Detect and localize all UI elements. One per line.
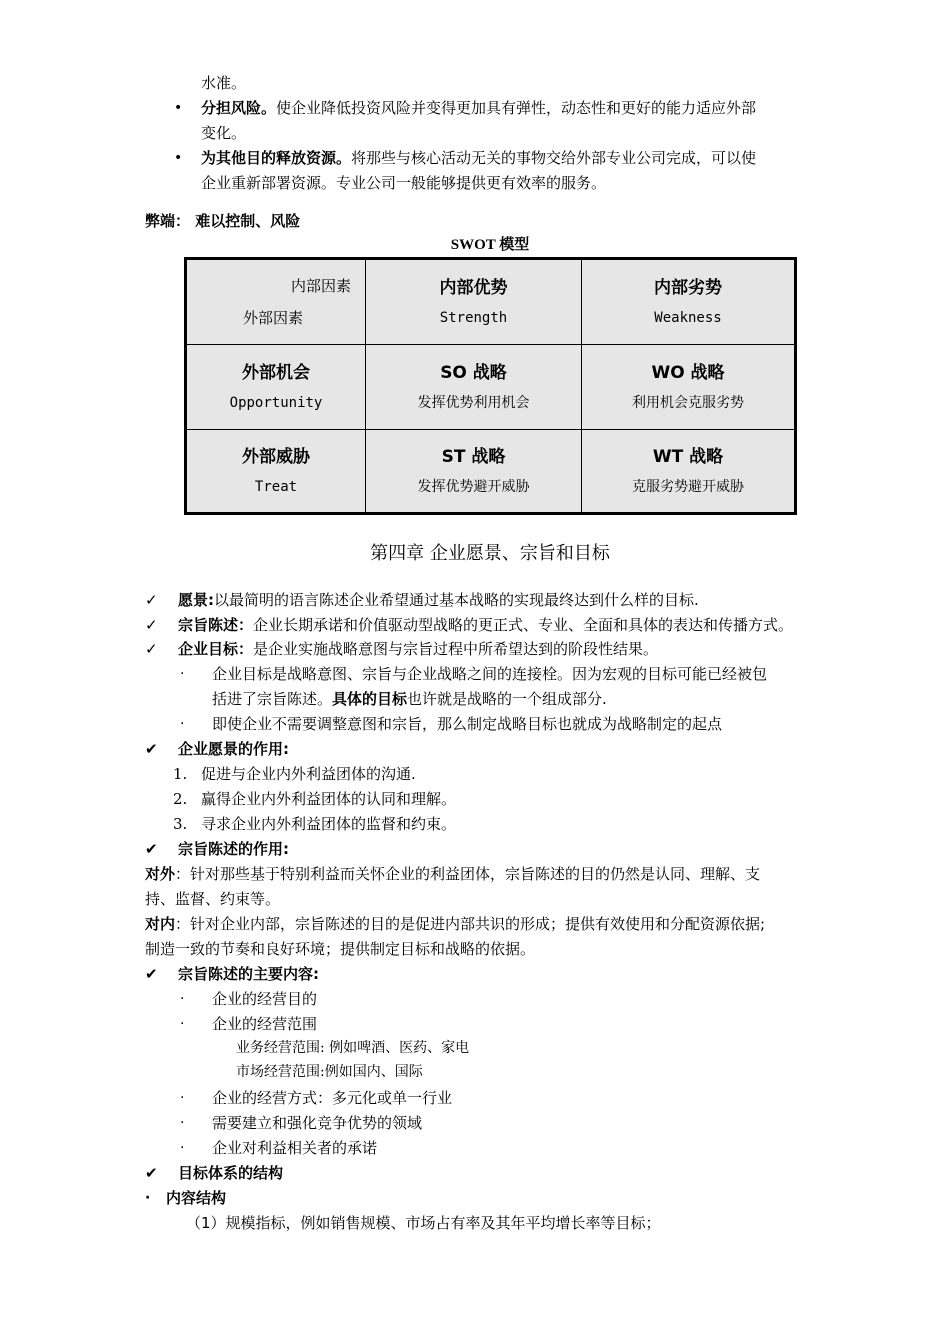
- goal-sub-line: 企业目标是战略意图、宗旨与企业战略之间的连接栓。因为宏观的目标可能已经被包: [212, 665, 768, 683]
- wt-title: WT 战略: [652, 446, 724, 467]
- list-item: 企业的经营目的: [212, 990, 318, 1008]
- bullet-dot: ·: [180, 1090, 185, 1106]
- swot-cell-wt: [582, 429, 796, 513]
- bullet-head: 为其他目的释放资源。: [201, 149, 352, 167]
- numbered-item: [173, 813, 456, 835]
- wo-text: 利用机会克服劣势: [632, 394, 744, 411]
- swot-corner-cell: [186, 259, 366, 345]
- st-title: ST 战略: [441, 446, 506, 467]
- section-heading: 宗旨陈述的作用:: [178, 840, 289, 858]
- corner-internal-label: 内部因素: [290, 277, 351, 296]
- swot-cell-wo: [582, 345, 796, 429]
- list-item: 企业的经营方式：多元化或单一行业: [212, 1089, 453, 1107]
- internal-text-cont: 制造一致的节奏和良好环境；提供制定目标和战略的依据。: [145, 940, 536, 958]
- swot-cell-st: [366, 429, 582, 513]
- checkmark-icon: ✓: [145, 591, 158, 609]
- list-item: 需要建立和强化竞争优势的领域: [212, 1114, 423, 1132]
- swot-header-threat: [186, 429, 366, 513]
- section-heading: 宗旨陈述的主要内容:: [178, 965, 319, 983]
- sub-list-item: 市场经营范围:例如国内、国际: [236, 1064, 423, 1080]
- item-text: 寻求企业内外利益团体的监督和约束。: [201, 815, 457, 833]
- definition-label: 宗旨陈述：: [178, 616, 254, 634]
- sub-list-item: 业务经营范围: 例如啤酒、医药、家电: [236, 1040, 470, 1056]
- item-text: 促进与企业内外利益团体的沟通.: [201, 765, 416, 783]
- swot-header-weakness: [582, 259, 796, 345]
- definition-text: 以最简明的语言陈述企业希望通过基本战略的实现最终达到什么样的目标.: [214, 591, 699, 609]
- definition-text: 是企业实施战略意图与宗旨过程中所希望达到的阶段性结果。: [253, 640, 659, 658]
- weakness-subtitle: Weakness: [654, 310, 722, 327]
- numbered-item: [173, 763, 416, 785]
- definition-text: 企业长期承诺和价值驱动型战略的更正式、专业、全面和具体的表达和传播方式。: [253, 616, 794, 634]
- bullet-dot: •: [174, 100, 183, 116]
- goal-sub-bold: 具体的目标: [332, 690, 408, 708]
- threat-title: 外部威胁: [242, 446, 310, 467]
- external-paragraph: [145, 863, 760, 885]
- threat-subtitle: Treat: [254, 478, 298, 495]
- strength-title: 内部优势: [439, 278, 508, 299]
- bullet-dot: •: [174, 150, 183, 166]
- checkmark-icon: ✔: [145, 740, 158, 758]
- definition-label: 企业目标：: [178, 640, 254, 658]
- bullet-dot: ·: [180, 1016, 185, 1032]
- strength-subtitle: Strength: [439, 310, 508, 327]
- swot-header-strength: [366, 259, 582, 345]
- bullet-item: [201, 147, 756, 169]
- opportunity-title: 外部机会: [242, 362, 310, 383]
- so-title: SO 战略: [440, 362, 507, 383]
- bullet-dot: ·: [145, 1190, 151, 1206]
- list-item: 企业的经营范围: [212, 1015, 318, 1033]
- opportunity-subtitle: Opportunity: [229, 394, 323, 411]
- list-item: 企业对利益相关者的承诺: [212, 1139, 378, 1157]
- checkmark-icon: ✔: [145, 1164, 158, 1182]
- corner-external-label: 外部因素: [243, 309, 304, 328]
- internal-text: ：针对企业内部，宗旨陈述的目的是促进内部共识的形成；提供有效使用和分配资源依据;: [175, 915, 766, 933]
- wt-text: 克服劣势避开威胁: [632, 478, 744, 495]
- definition-label: 愿景:: [178, 591, 214, 609]
- external-text: ：针对那些基于特别利益而关怀企业的利益团体，宗旨陈述的目的仍然是认同、理解、支: [175, 865, 761, 883]
- drawback-label: 弊端：: [145, 212, 191, 230]
- sub-heading: 内容结构: [166, 1189, 227, 1207]
- weakness-title: 内部劣势: [654, 278, 722, 299]
- swot-header-opportunity: [186, 345, 366, 429]
- checkmark-icon: ✔: [145, 840, 158, 858]
- external-label: 对外: [145, 865, 176, 883]
- internal-label: 对内: [145, 915, 176, 933]
- section-heading: 目标体系的结构: [178, 1164, 284, 1182]
- internal-paragraph: [145, 913, 765, 935]
- bullet-text-cont: 企业重新部署资源。专业公司一般能够提供更有效率的服务。: [201, 174, 607, 192]
- bullet-head: 分担风险。: [201, 99, 277, 117]
- bullet-text-cont: 变化。: [201, 124, 247, 142]
- definition-goal: [178, 638, 658, 660]
- item-number: 2.: [173, 790, 188, 808]
- definition-vision: [178, 589, 699, 611]
- goal-sub-text: 也许就是战略的一个组成部分.: [407, 690, 607, 708]
- goal-sub-line: [212, 688, 607, 710]
- bullet-dot: ·: [180, 991, 185, 1007]
- drawback-line: [145, 210, 300, 232]
- bullet-text: 使企业降低投资风险并变得更加具有弹性，动态性和更好的能力适应外部: [276, 99, 757, 117]
- bullet-dot: ·: [180, 666, 185, 682]
- swot-table: [184, 257, 797, 515]
- st-text: 发挥优势避开威胁: [417, 478, 530, 495]
- definition-mission: [178, 614, 793, 636]
- item-number: 1.: [173, 765, 188, 783]
- checkmark-icon: ✔: [145, 965, 158, 983]
- item-text: 赢得企业内外利益团体的认同和理解。: [201, 790, 457, 808]
- chapter-title: 第四章 企业愿景、宗旨和目标: [370, 543, 610, 564]
- drawback-text: 难以控制、风险: [195, 212, 301, 230]
- goal-sub-line: 即使企业不需要调整意图和宗旨，那么制定战略目标也就成为战略制定的起点: [212, 715, 723, 733]
- swot-title: SWOT 模型: [450, 237, 530, 253]
- checkmark-icon: ✓: [145, 640, 158, 658]
- checkmark-icon: ✓: [145, 616, 158, 634]
- section-heading: 企业愿景的作用:: [178, 740, 289, 758]
- numbered-item: [173, 788, 456, 810]
- bullet-text: 将那些与核心活动无关的事物交给外部专业公司完成，可以使: [351, 149, 757, 167]
- bullet-dot: ·: [180, 1140, 185, 1156]
- wo-title: WO 战略: [651, 362, 725, 383]
- external-text-cont: 持、监督、约束等。: [145, 890, 281, 908]
- bullet-dot: ·: [180, 1115, 185, 1131]
- so-text: 发挥优势利用机会: [417, 394, 530, 411]
- bullet-item: [201, 97, 756, 119]
- continuation-text: 水准。: [201, 74, 247, 92]
- swot-cell-so: [366, 345, 582, 429]
- list-item: （1）规模指标，例如销售规模、市场占有率及其年平均增长率等目标；: [186, 1214, 661, 1232]
- item-number: 3.: [173, 815, 188, 833]
- bullet-dot: ·: [180, 716, 185, 732]
- goal-sub-text: 括进了宗旨陈述。: [212, 690, 333, 708]
